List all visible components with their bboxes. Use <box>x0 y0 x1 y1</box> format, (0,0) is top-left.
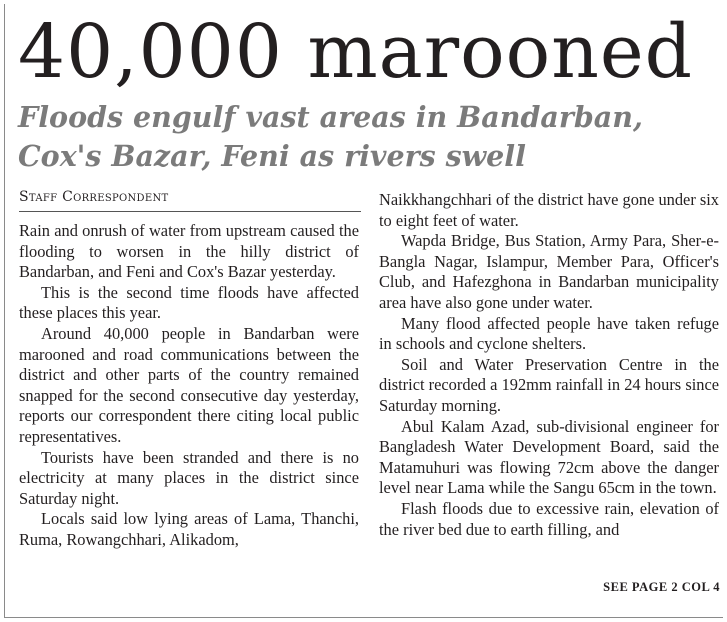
paragraph: Tourists have been stranded and there is no electricity at many places in the district since Saturday night. <box>19 447 359 508</box>
jump-line[interactable]: SEE PAGE 2 COL 4 <box>603 580 720 594</box>
subheadline-line-2: Cox's Bazar, Feni as rivers swell <box>18 139 526 173</box>
byline: Staff Correspondent <box>19 187 361 212</box>
article-column-left <box>19 221 359 551</box>
paragraph: Locals said low lying areas of Lama, Thanchi, Ruma, Rowangchhari, Alikadom, <box>19 509 359 549</box>
paragraph: Naikkhangchhari of the district have gone under six to eight feet of water. <box>379 190 720 230</box>
left-border-rule <box>4 4 5 618</box>
paragraph: Around 40,000 people in Bandarban were marooned and road communications between the district and other parts of the country remained snapped for the second consecutive day yesterday, reports our correspondent there citing local public representatives. <box>19 323 359 446</box>
paragraph: Wapda Bridge, Bus Station, Army Para, Sher-e-Bangla Nagar, Islampur, Member Para, Officer's Club, and Hafezghona in Bandarban municipality area have also gone under water. <box>379 231 719 312</box>
paragraph: Soil and Water Preservation Centre in the district recorded a 192mm rainfall in 24 hours since Saturday morning. <box>379 354 719 415</box>
subheadline-line-1: Floods engulf vast areas in Bandarban, <box>18 100 643 134</box>
bottom-border-rule <box>4 617 723 618</box>
paragraph: Rain and onrush of water from upstream caused the flooding to worsen in the hilly district of Bandarban, and Feni and Cox's Bazar yesterday. <box>19 221 359 282</box>
subheadline <box>18 98 718 176</box>
paragraph: Flash floods due to excessive rain, elevation of the river bed due to earth filling, and <box>379 498 719 539</box>
article-column-right <box>379 190 719 540</box>
headline: 40,000 marooned <box>18 9 694 95</box>
paragraph: This is the second time floods have affected these places this year. <box>19 282 359 323</box>
paragraph: Abul Kalam Azad, sub-divisional engineer for Bangladesh Water Development Board, said the Matamuhuri was flowing 72cm above the danger level near Lama while the Sangu 65cm in the town. <box>379 416 719 498</box>
paragraph: Many flood affected people have taken refuge in schools and cyclone shelters. <box>379 313 719 354</box>
